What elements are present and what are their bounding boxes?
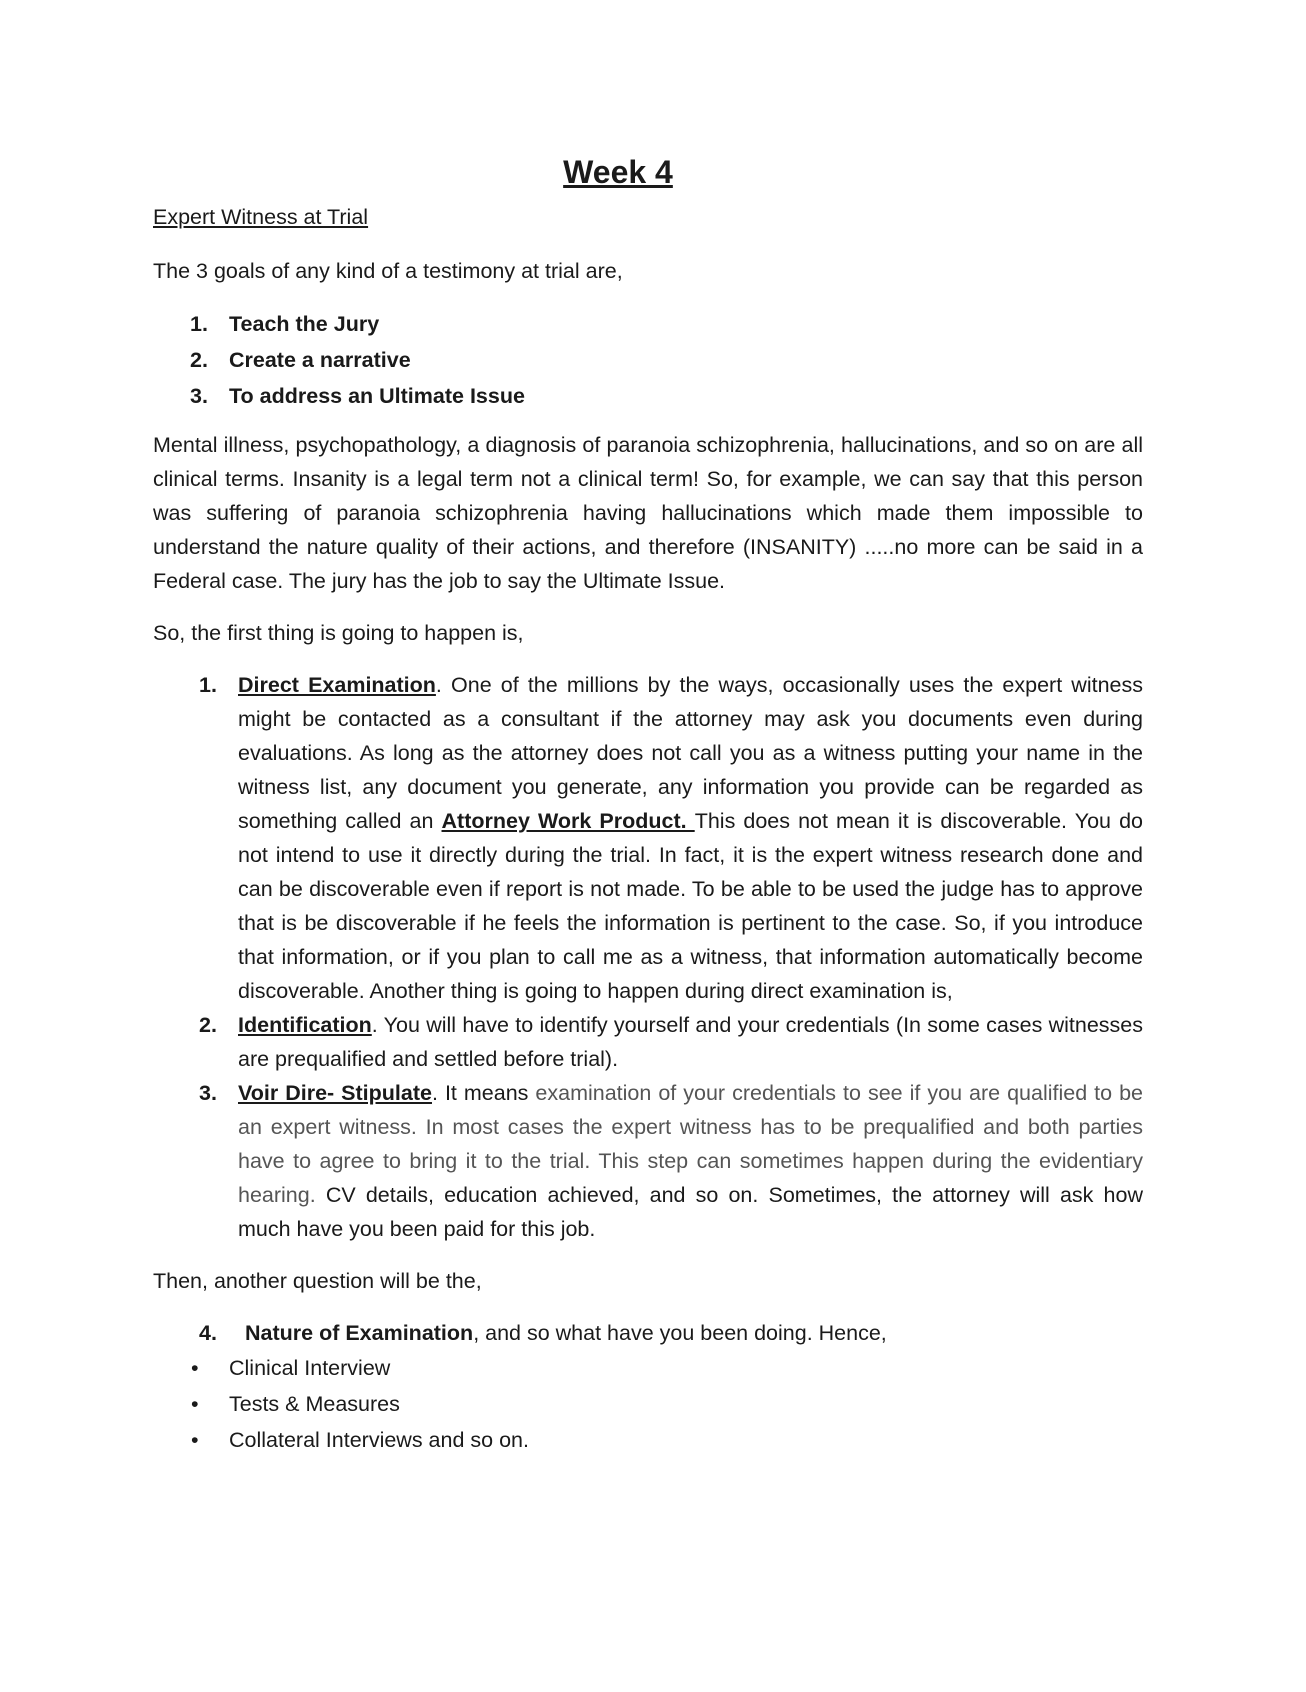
goal-item <box>153 342 1143 378</box>
page-title: Week 4 <box>563 154 673 190</box>
bullet-text: Collateral Interviews and so on. <box>229 1428 529 1452</box>
step-term: Identification <box>238 1013 372 1037</box>
step-number: 3. <box>199 1081 217 1105</box>
first-thing-line: So, the first thing is going to happen is, <box>153 621 524 645</box>
goal-text: To address an Ultimate Issue <box>229 384 525 408</box>
intro-line: The 3 goals of any kind of a testimony at trial are, <box>153 259 623 283</box>
goal-item <box>153 378 1143 414</box>
bullet-icon: • <box>191 1392 199 1416</box>
bullet-icon: • <box>191 1356 199 1380</box>
bullet-item <box>153 1422 1143 1458</box>
step-text: . One of the millions by the ways, occasionally uses the expert witness might be contacted as a consultant if the attorney may ask you documents even during evaluations. As long as the attorney does not call you as a witness putting your name in the witness list, any document you generate, any information you provide can be regarded as something called an <box>238 673 1143 833</box>
mental-illness-paragraph: Mental illness, psychopathology, a diagnosis of paranoia schizophrenia, hallucinations, and so on are all clinical terms. Insanity is a legal term not a clinical term! So, for example, we can say that this person was suffering of paranoia schizophrenia having hallucinations which made them impossible to understand the nature quality of their actions, and therefore (INSANITY) .....no more can be said in a Federal case. The jury has the job to say the Ultimate Issue. <box>153 433 1143 593</box>
section-heading: Expert Witness at Trial <box>153 205 369 229</box>
step-term: Direct Examination <box>238 673 436 697</box>
goal-number: 1. <box>190 312 208 336</box>
step-term: Voir Dire- Stipulate <box>238 1081 432 1105</box>
nature-label: Nature of Examination <box>245 1321 474 1345</box>
goal-number: 3. <box>190 384 208 408</box>
nature-text: , and so what have you been doing. Hence, <box>473 1321 887 1345</box>
goal-text: Create a narrative <box>229 348 411 372</box>
trial-steps-list <box>153 668 1143 1246</box>
step-text-continued: CV details, education achieved, and so on. Sometimes, the attorney will ask how much have you been paid for this job. <box>238 1183 1143 1241</box>
step-text-continued: This does not mean it is discoverable. You do not intend to use it directly during the trial. In fact, it is the expert witness research done and can be discoverable even if report is not made. To be able to be used the judge has to approve that is be discoverable if he feels the information is pertinent to the case. So, if you introduce that information, or if you plan to call me as a witness, that information automatically become discoverable. Another thing is going to happen during direct examination is, <box>238 809 1143 1003</box>
bullet-icon: • <box>191 1428 199 1452</box>
step-voir-dire <box>153 1076 1143 1246</box>
step-direct-examination <box>153 668 1143 1008</box>
step-text: . You will have to identify yourself and your credentials (In some cases witnesses are prequalified and settled before trial). <box>238 1013 1143 1071</box>
document-body <box>153 150 1143 1458</box>
step-identification <box>153 1008 1143 1076</box>
bullet-text: Clinical Interview <box>229 1356 391 1380</box>
step-number: 4. <box>199 1321 217 1345</box>
goals-list <box>153 306 1143 414</box>
goal-item <box>153 306 1143 342</box>
bullet-item <box>153 1386 1143 1422</box>
bullet-item <box>153 1350 1143 1386</box>
step-number: 1. <box>199 673 217 697</box>
examination-bullets <box>153 1350 1143 1458</box>
goal-number: 2. <box>190 348 208 372</box>
then-line: Then, another question will be the, <box>153 1269 482 1293</box>
step-text-grey: examination of your credentials to see if you are qualified to be an expert witness. In most cases the expert witness has to be prequalified and both parties have to agree to bring it to the trial. This step can sometimes happen during the evidentiary hearing. <box>238 1081 1144 1207</box>
step-number: 2. <box>199 1013 217 1037</box>
step-text: . It means <box>431 1081 536 1105</box>
attorney-work-product-term: Attorney Work Product. <box>441 809 695 833</box>
nature-of-examination <box>153 1316 1143 1350</box>
bullet-text: Tests & Measures <box>229 1392 400 1416</box>
goal-text: Teach the Jury <box>229 312 380 336</box>
